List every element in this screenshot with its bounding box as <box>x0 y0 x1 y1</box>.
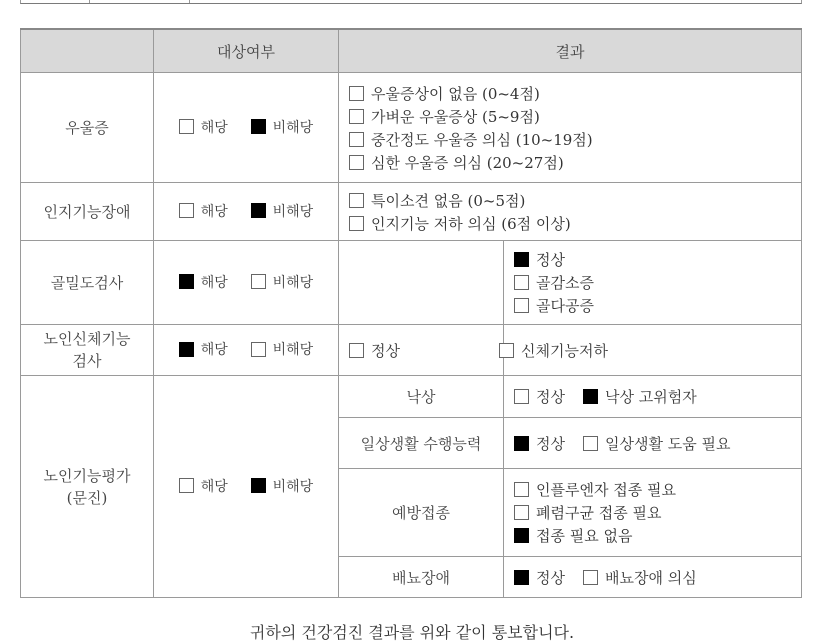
depression-yes-checkbox[interactable] <box>179 119 194 134</box>
checkbox[interactable] <box>349 216 364 231</box>
checkbox[interactable] <box>349 155 364 170</box>
list-item: 심한 우울증 의심 (20~27점) <box>349 151 801 174</box>
header-target: 대상여부 <box>154 29 339 73</box>
checkbox[interactable] <box>499 343 514 358</box>
list-item: 골다공증 <box>514 294 801 317</box>
checkbox[interactable] <box>514 482 529 497</box>
fall-label: 낙상 <box>339 376 504 418</box>
list-item: 인플루엔자 접종 필요 <box>514 478 801 501</box>
physical-target: 해당 비해당 <box>154 325 339 376</box>
depression-label: 우울증 <box>21 73 154 183</box>
notice-text: 귀하의 건강검진 결과를 위와 같이 통보합니다. <box>249 623 575 642</box>
cognitive-result <box>339 183 802 241</box>
bone-yes-checkbox[interactable] <box>179 274 194 289</box>
daily-label: 일상생활 수행능력 <box>339 418 504 469</box>
cognitive-row <box>21 183 802 241</box>
physical-no-checkbox[interactable] <box>251 342 266 357</box>
depression-row <box>21 73 802 183</box>
bone-target: 해당 비해당 <box>154 241 339 325</box>
list-item: 우울증상이 없음 (0~4점) <box>349 82 801 105</box>
fall-result: 정상 낙상 고위험자 <box>504 376 802 418</box>
depression-result <box>339 73 802 183</box>
bone-row <box>21 241 802 325</box>
checkbox[interactable] <box>349 132 364 147</box>
physical-result-decline: 신체기능저하 <box>504 325 802 376</box>
daily-result: 정상 일상생활 도움 필요 <box>504 418 802 469</box>
elderly-no-checkbox[interactable] <box>251 478 266 493</box>
bone-no-checkbox[interactable] <box>251 274 266 289</box>
checkbox[interactable] <box>583 389 598 404</box>
checkbox[interactable] <box>349 109 364 124</box>
checkbox[interactable] <box>583 570 598 585</box>
bone-label: 골밀도검사 <box>21 241 154 325</box>
checkbox[interactable] <box>514 275 529 290</box>
checkbox[interactable] <box>514 252 529 267</box>
bone-result <box>504 241 802 325</box>
list-item: 접종 필요 없음 <box>514 524 801 547</box>
cognitive-no-checkbox[interactable] <box>251 203 266 218</box>
list-item: 골감소증 <box>514 271 801 294</box>
checkbox[interactable] <box>514 570 529 585</box>
elderly-yes-checkbox[interactable] <box>179 478 194 493</box>
cognitive-target: 해당 비해당 <box>154 183 339 241</box>
checkbox[interactable] <box>583 436 598 451</box>
list-item: 특이소견 없음 (0~5점) <box>349 189 801 212</box>
fall-row <box>21 376 802 418</box>
list-item: 폐렴구균 접종 필요 <box>514 501 801 524</box>
checkbox[interactable] <box>514 436 529 451</box>
elderly-exam-result-table <box>20 28 802 598</box>
list-item: 인지기능 저하 의심 (6점 이상) <box>349 212 801 235</box>
checkbox[interactable] <box>514 528 529 543</box>
cognitive-yes-checkbox[interactable] <box>179 203 194 218</box>
table-header-row <box>21 29 802 73</box>
list-item: 가벼운 우울증상 (5~9점) <box>349 105 801 128</box>
checkbox[interactable] <box>514 505 529 520</box>
checkbox[interactable] <box>349 86 364 101</box>
header-blank-cell <box>21 29 154 73</box>
physical-yes-checkbox[interactable] <box>179 342 194 357</box>
physical-row <box>21 325 802 376</box>
vaccine-label: 예방접종 <box>339 469 504 557</box>
depression-target: 해당 비해당 <box>154 73 339 183</box>
list-item: 정상 <box>514 248 801 271</box>
header-result: 결과 <box>339 29 802 73</box>
physical-label: 노인신체기능 검사 <box>21 325 154 376</box>
checkbox[interactable] <box>349 343 364 358</box>
checkbox[interactable] <box>514 389 529 404</box>
elderly-label: 노인기능평가 (문진) <box>21 376 154 598</box>
bone-empty-cell <box>339 241 504 325</box>
depression-no-checkbox[interactable] <box>251 119 266 134</box>
checkbox[interactable] <box>349 193 364 208</box>
checkbox[interactable] <box>514 298 529 313</box>
elderly-target: 해당 비해당 <box>154 376 339 598</box>
urinary-label: 배뇨장애 <box>339 557 504 598</box>
urinary-result: 정상 배뇨장애 의심 <box>504 557 802 598</box>
cognitive-label: 인지기능장애 <box>21 183 154 241</box>
list-item: 중간정도 우울증 의심 (10~19점) <box>349 128 801 151</box>
vaccine-result <box>504 469 802 557</box>
physical-result-normal: 정상 <box>339 325 504 376</box>
previous-table-edge <box>20 0 802 4</box>
